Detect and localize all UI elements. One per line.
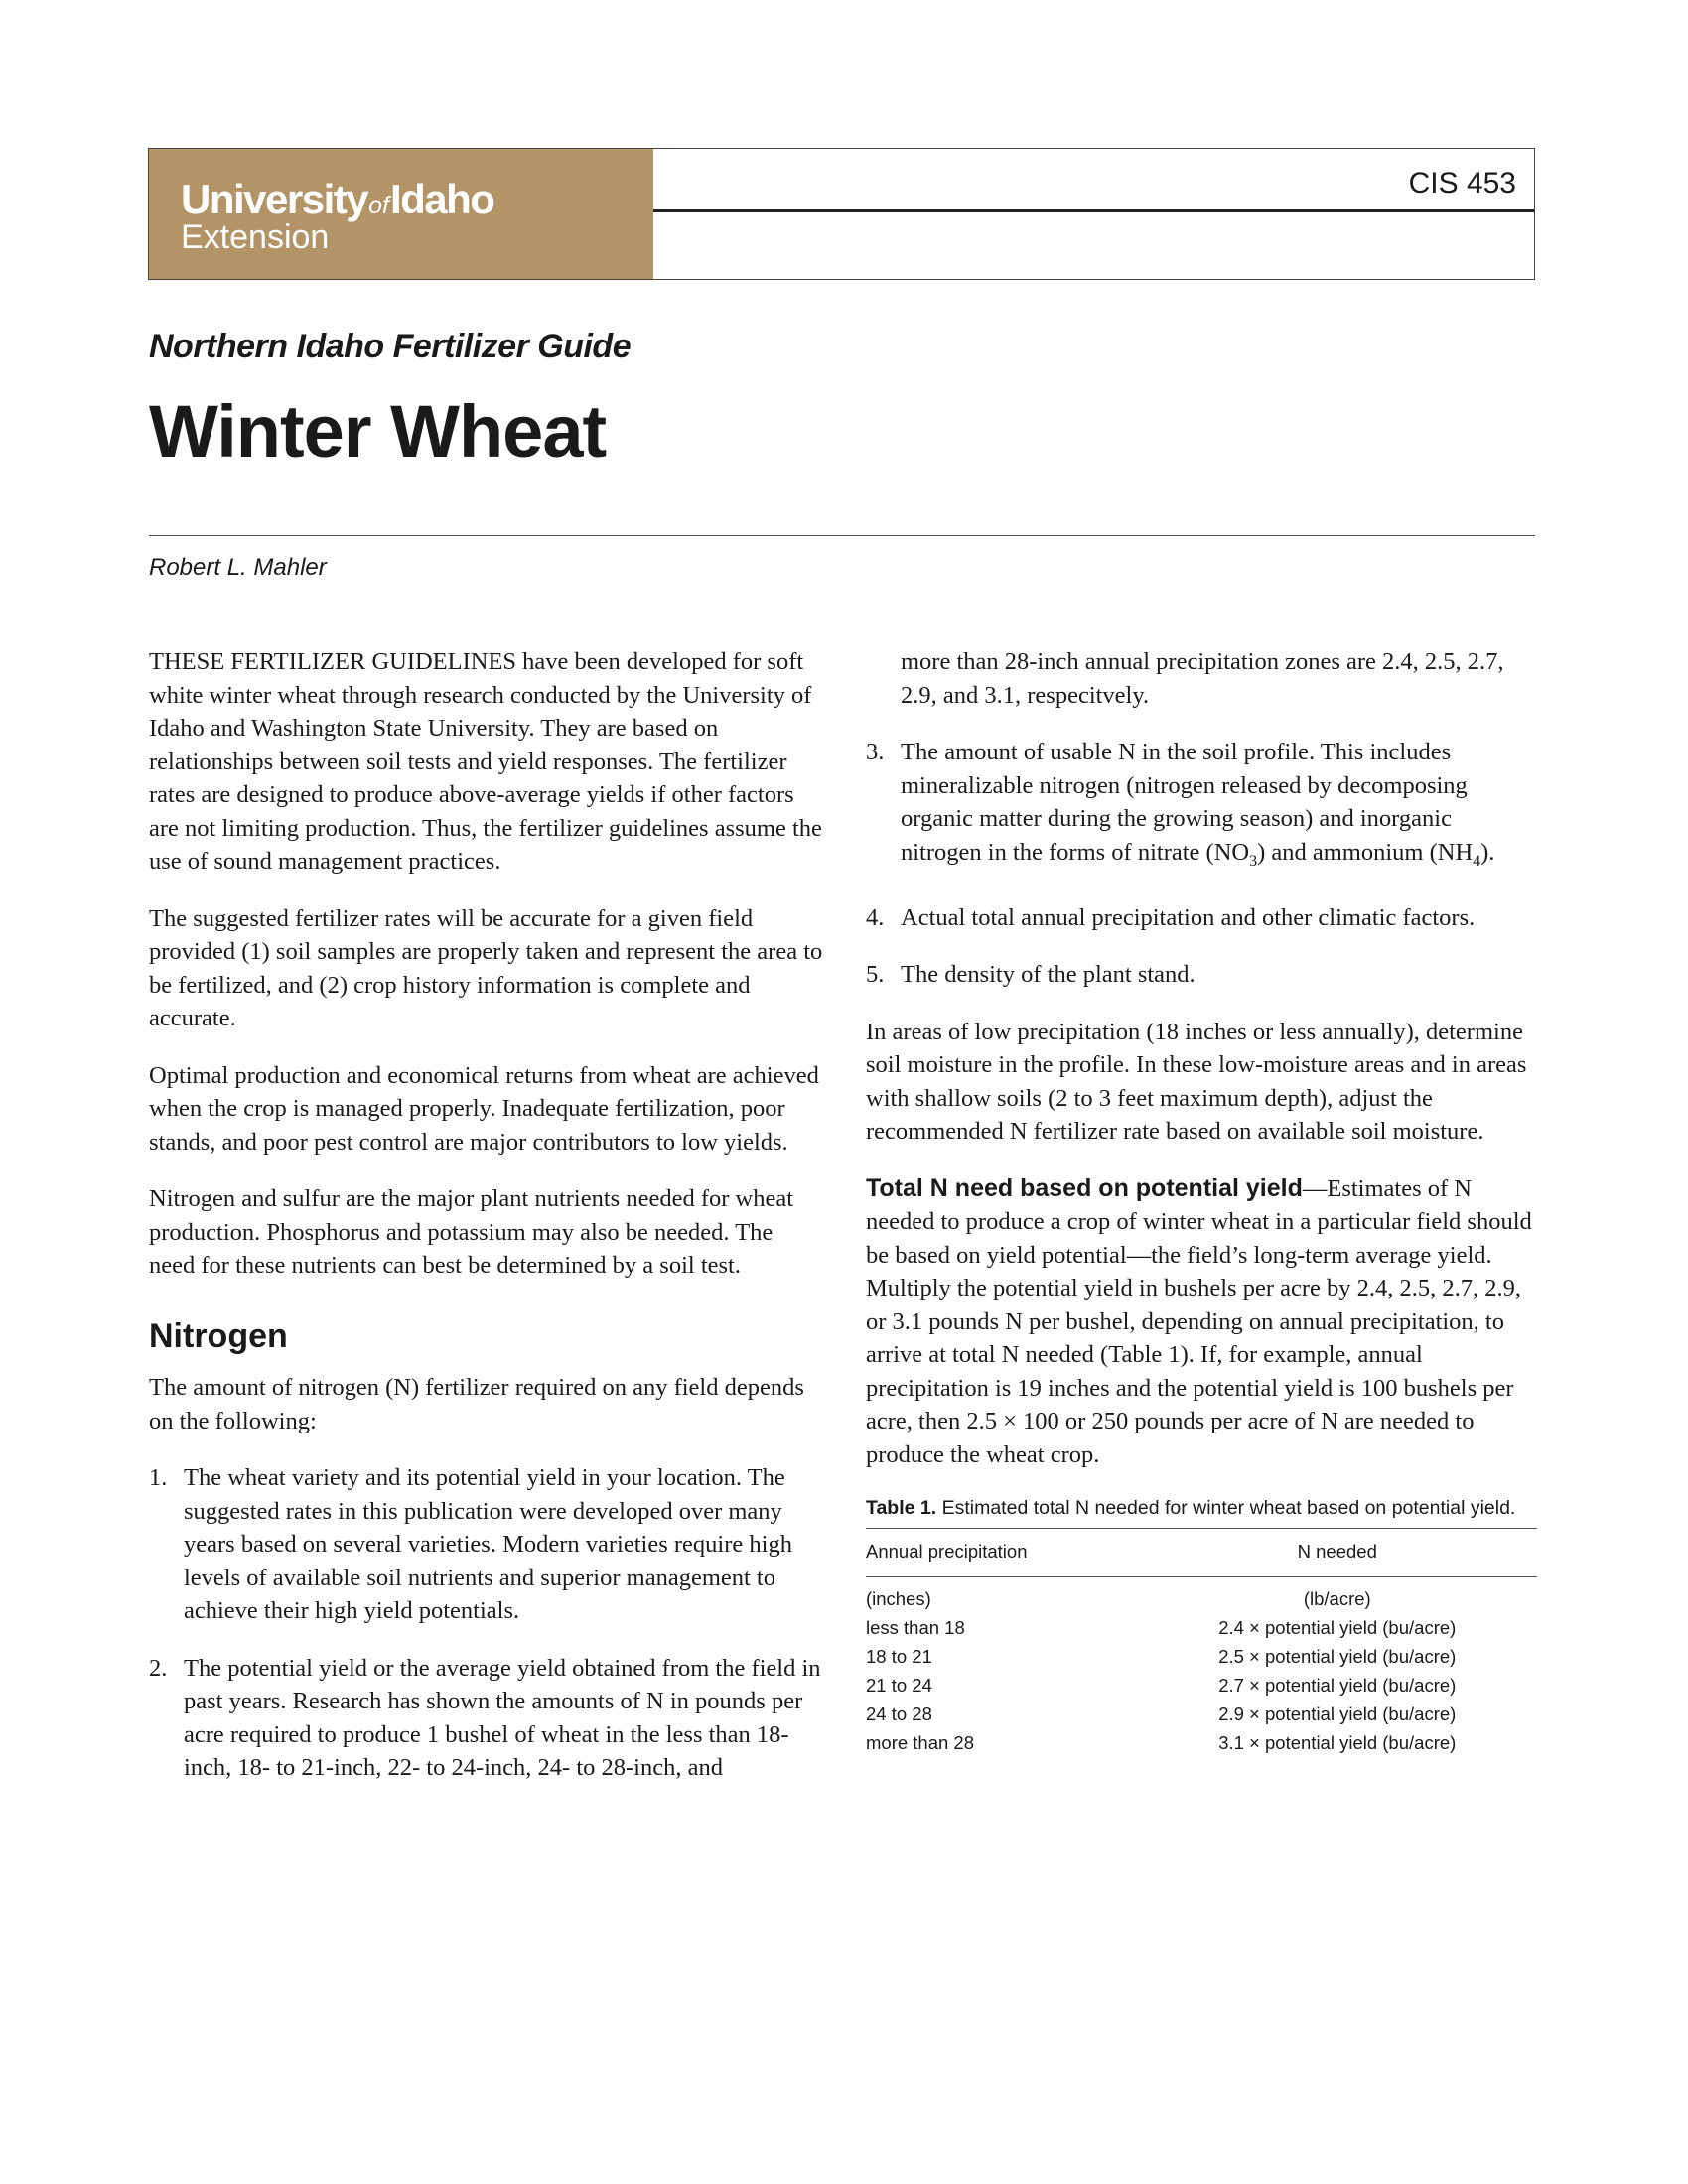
list-number: 3. [866,739,885,765]
column-header: N needed [1138,1529,1537,1577]
publication-number: CIS 453 [1408,167,1516,200]
list-item [149,1461,824,1628]
table-cell: 18 to 21 [866,1645,932,1667]
table-row [866,1612,1537,1641]
series-title: Northern Idaho Fertilizer Guide [149,328,632,365]
university-logo [149,149,653,279]
list-item [866,958,1537,992]
nutrients-paragraph: Nitrogen and sulfur are the major plant nutrients needed for wheat production. Phosphorus and potassium may also be needed. The need for these nutrients can best be determined by a soil test. [149,1185,794,1279]
list-item [149,1652,824,1785]
factors-list [149,1461,824,1785]
left-column [149,645,824,1809]
author-name: Robert L. Mahler [149,554,327,581]
page-title: Winter Wheat [149,390,607,473]
header-divider [653,209,1534,212]
list-text: Actual total annual precipitation and other climatic factors. [901,903,1476,931]
table-row [866,1641,1537,1670]
list-item [866,736,1537,878]
low-precipitation-paragraph: In areas of low precipitation (18 inches or less annually), determine soil moisture in the profile. In these low-moisture areas and in areas with shallow soils (2 to 3 feet maximum depth), adjust the recommended N fertilizer rate based on available soil moisture. [866,1018,1527,1146]
n-needed-table [866,1528,1537,1756]
intro-paragraph: THESE FERTILIZER GUIDELINES have been developed for soft white winter wheat through research conducted by the University of Idaho and Washington State University. They are based on relationships between soil tests and yield responses. The fertilizer rates are designed to produce above-average yields if other factors are not limiting production. Thus, the fertilizer guidelines assume the use of sound management practices. [149,648,822,875]
production-paragraph: Optimal production and economical returns from wheat are achieved when the crop is managed properly. Inadequate fertilization, poor stands, and poor pest control are major contributors to low yields. [149,1061,819,1156]
table-units-row [866,1576,1537,1612]
list-number: 5. [866,961,885,989]
factors-list-continued [866,736,1537,992]
list-text: The potential yield or the average yield obtained from the field in past years. Research has shown the amounts of N in pounds per acre required to produce 1 bushel of wheat in the less than 18-inch, 18- to 21-inch, 22- to 24-inch, 24- to 28-inch, and [184,1654,821,1781]
table-cell: 2.4 × potential yield (bu/acre) [1218,1616,1457,1638]
accuracy-paragraph: The suggested fertilizer rates will be accurate for a given field provided (1) soil samples are properly taken and represent the area to be fertilized, and (2) crop history information is complete and accurate. [149,904,823,1031]
publication-header [148,148,1535,280]
table-caption: Table 1. Estimated total N needed for winter wheat based on potential yield. [866,1497,1516,1520]
total-n-paragraph: Total N need based on potential yield—Estimates of N needed to produce a crop of winter wheat in a particular field should be based on yield potential—the field’s long-term average yield. Multiply the potential yield in bushels per acre by 2.4, 2.5, 2.7, 2.9, or 3.1 pounds N per bushel, depending on annual precipitation, to arrive at total N needed (Table 1). If, for example, annual precipitation is 19 inches and the potential yield is 100 bushels per acre, then 2.5 × 100 or 250 pounds per acre of N are needed to produce the wheat crop. [866,1173,1532,1468]
nitrogen-heading: Nitrogen [149,1316,288,1355]
table-header-row [866,1529,1537,1577]
table-cell: less than 18 [866,1616,965,1638]
logo-extension: Extension [181,218,330,256]
table-cell: (lb/acre) [1303,1587,1371,1609]
table-cell: 24 to 28 [866,1703,932,1724]
table-cell: 2.5 × potential yield (bu/acre) [1218,1645,1457,1667]
table-cell: (inches) [866,1587,931,1609]
table-cell: 2.9 × potential yield (bu/acre) [1218,1703,1457,1724]
right-column [866,645,1537,1756]
list-item [866,901,1537,935]
logo-wordmark: UniversityofIdaho [181,176,494,222]
list-item-continued: more than 28-inch annual precipitation zones are 2.4, 2.5, 2.7, 2.9, and 3.1, respecitvely. [901,648,1504,709]
column-header: Annual precipitation [866,1529,1138,1577]
table-row [866,1699,1537,1727]
table-cell: more than 28 [866,1731,975,1753]
table-cell: 3.1 × potential yield (bu/acre) [1218,1731,1457,1753]
list-text: The density of the plant stand. [901,961,1196,989]
list-text: The wheat variety and its potential yield in your location. The suggested rates in this publication were developed over many years based on several varieties. Modern varieties require high levels of available soil nutrients and superior management to achieve their high yield potentials. [184,1464,792,1624]
title-divider [149,535,1535,536]
table-row [866,1727,1537,1756]
list-text: The amount of usable N in the soil profile. This includes mineralizable nitrogen (nitrogen released by decomposing organic matter during the growing season) and inorganic nitrogen in the forms of nitrate $(NO_3)$ and ammonium $(NH_4)$. [901,739,1495,870]
list-number: 2. [149,1654,168,1682]
runin-heading: Total N need based on potential yield [866,1173,1303,1202]
table-row [866,1670,1537,1699]
nitrogen-intro: The amount of nitrogen (N) fertilizer required on any field depends on the following: [149,1374,804,1434]
list-number: 4. [866,903,885,931]
table-cell: 21 to 24 [866,1674,932,1696]
table-cell: 2.7 × potential yield (bu/acre) [1218,1674,1457,1696]
list-number: 1. [149,1464,168,1491]
